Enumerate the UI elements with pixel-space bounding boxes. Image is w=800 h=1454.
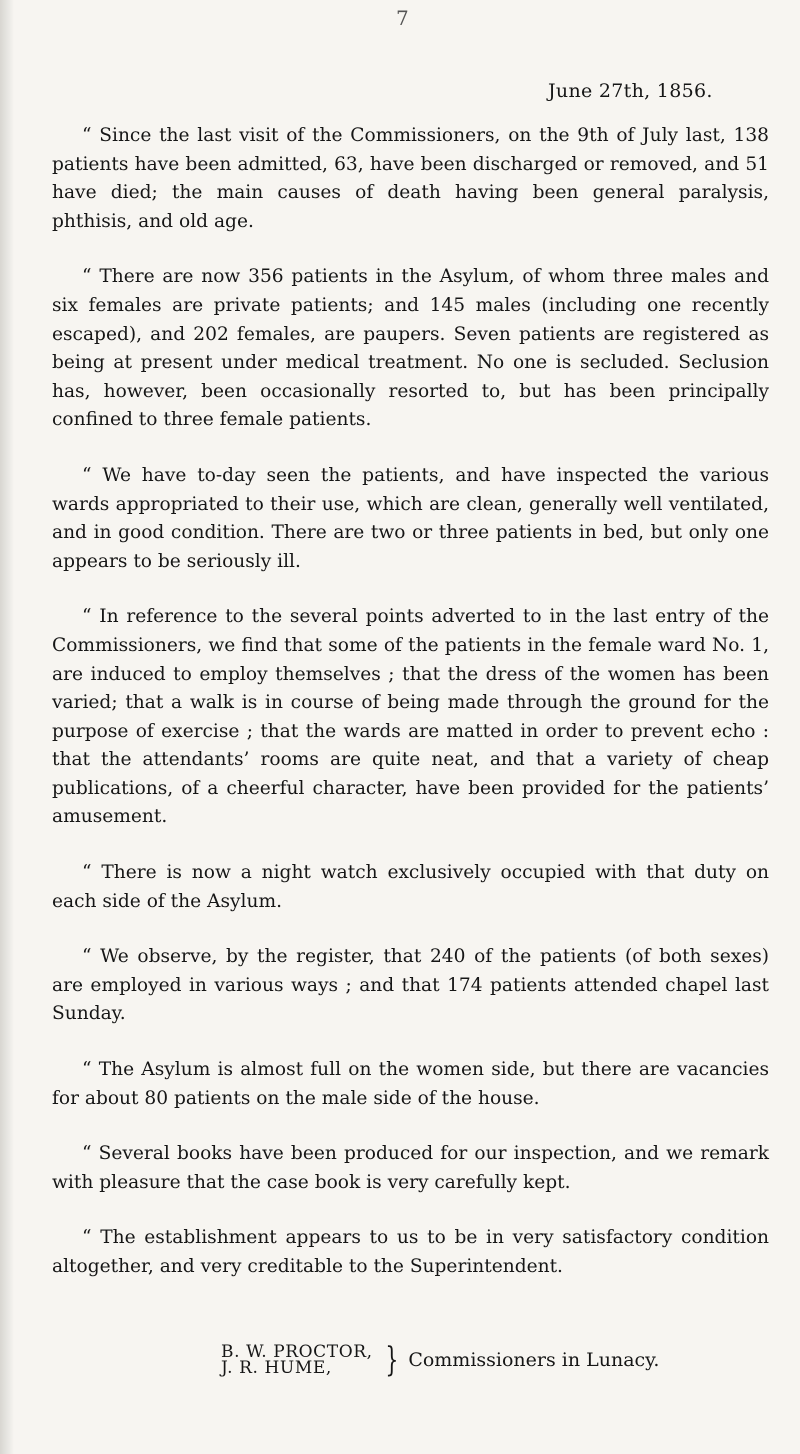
paragraph-vacancies: “ The Asylum is almost full on the women side, but there are vacancies for about 80 patients on the male side of the house. — [52, 1059, 769, 1109]
paragraph-wards: “ We have to-day seen the patients, and have inspected the various wards appropriated to their use, which are clean, generally well ventilated, and in good condition. There are two or three patients in bed, but only one appears to be seriously ill. — [52, 464, 769, 572]
paragraph-register: “ We observe, by the register, that 240 of the patients (of both sexes) are employed in various ways ; and that 174 patients attended chapel last Sunday. — [52, 946, 769, 1025]
signature-block — [221, 1340, 660, 1380]
paragraph-previous-entry: “ In reference to the several points adverted to in the last entry of the Commissioners, we find that some of the patients in the female ward No. 1, are induced to employ themselves ; that the dress of the women has been varied; that a walk is in course of being made through the ground for the purpose of exercise ; that the wards are matted in order to prevent echo : that the attendants’ rooms are quite neat, and that a variety of cheap publications, of a cheerful character, have been provided for the patients’ amusement. — [52, 606, 769, 828]
paragraph-night-watch: “ There is now a night watch exclusively occupied with that duty on each side of the Asylum. — [52, 862, 769, 912]
entry-date: June 27th, 1856. — [548, 80, 713, 102]
paragraph-conclusion: “ The establishment appears to us to be in very satisfactory condition altogether, and very creditable to the Superintendent. — [52, 1227, 769, 1277]
signatory-names — [221, 1344, 373, 1376]
report-body — [52, 122, 769, 1309]
paragraph-admissions: “ Since the last visit of the Commissioners, on the 9th of July last, 138 patients have been admitted, 63, have been discharged or removed, and 51 have died; the main causes of death having been general paralysis, phthisis, and old age. — [52, 125, 769, 232]
paragraph-books: “ Several books have been produced for our inspection, and we remark with pleasure that the case book is very carefully kept. — [52, 1143, 769, 1193]
page-number: 7 — [396, 6, 409, 30]
signatory-hume: J. R. HUME, — [221, 1358, 332, 1378]
signatory-proctor: B. W. PROCTOR, — [221, 1342, 373, 1362]
brace-symbol: } — [385, 1340, 398, 1380]
paragraph-patient-count: “ There are now 356 patients in the Asylum, of whom three males and six females are private patients; and 145 males (including one recently escaped), and 202 females, are paupers. Seven patients are registered as being at present under medical treatment. No one is secluded. Seclusion has, however, been occasionally resorted to, but has been principally confined to three female patients. — [52, 266, 769, 431]
page-gutter-shadow — [0, 0, 14, 1454]
signatory-role: Commissioners in Lunacy. — [408, 1349, 660, 1371]
